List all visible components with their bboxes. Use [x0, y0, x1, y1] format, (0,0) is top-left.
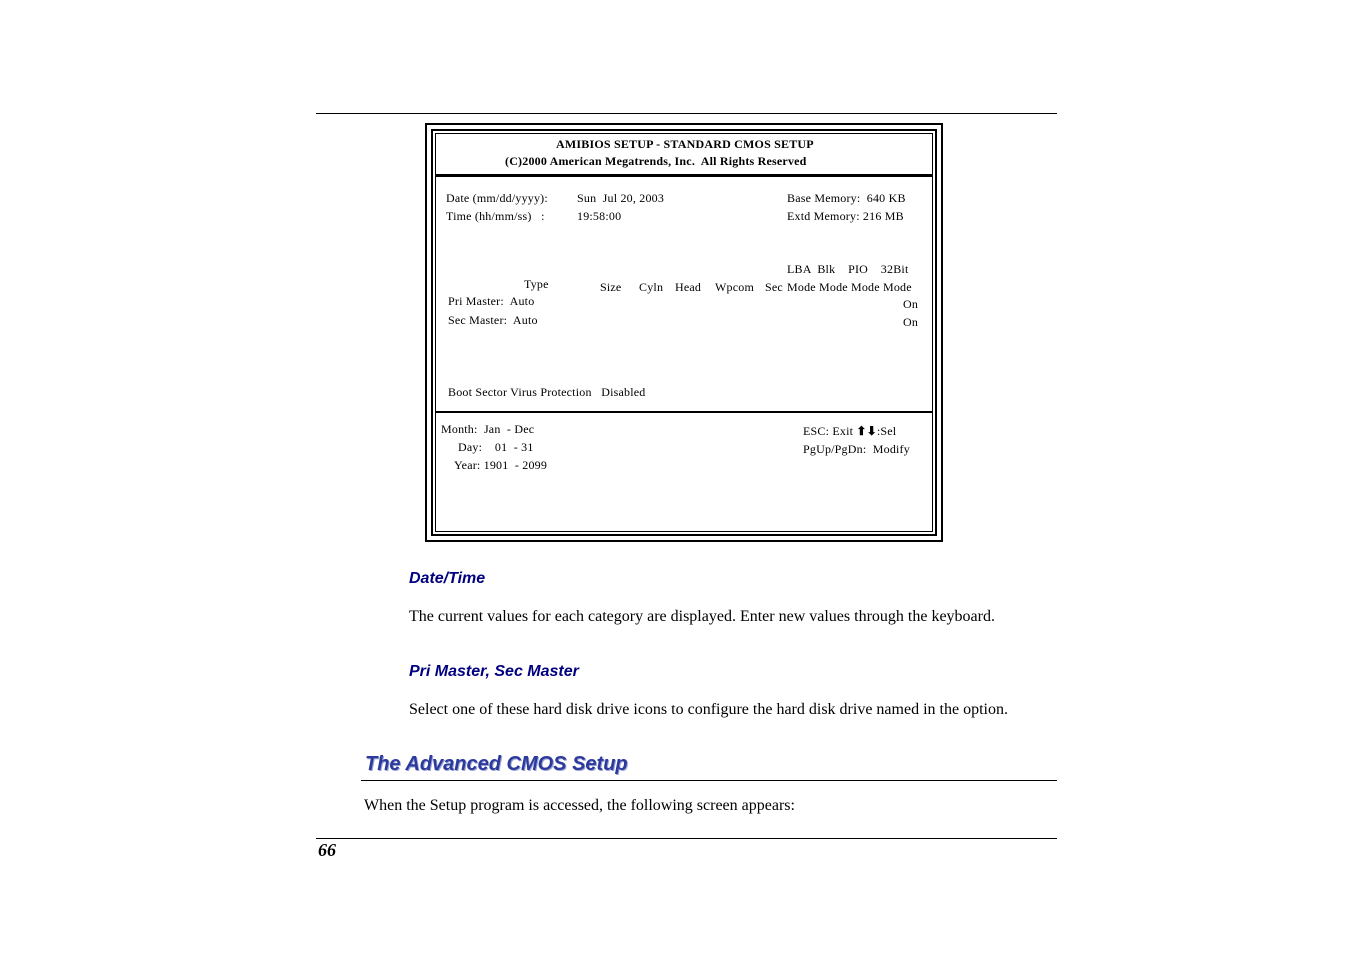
section-title-rule: [361, 780, 1057, 781]
day-range: Day: 01 - 31: [458, 440, 534, 454]
boot-virus-protection[interactable]: Boot Sector Virus Protection Disabled: [448, 385, 646, 399]
pgup-help: PgUp/PgDn: Modify: [803, 442, 910, 456]
header-wpcom: Wpcom: [715, 280, 754, 294]
section-title-advanced-cmos: The Advanced CMOS Setup: [365, 753, 628, 775]
bios-title: AMIBIOS SETUP - STANDARD CMOS SETUP: [556, 137, 814, 151]
date-value[interactable]: Sun Jul 20, 2003: [577, 191, 665, 205]
arrow-keys-icon: ⬆⬇: [856, 424, 877, 438]
sec-master-32bit: On: [903, 315, 919, 329]
header-head: Head: [675, 280, 702, 294]
header-lba-row1: LBA Blk PIO 32Bit: [787, 262, 909, 276]
sec-master-row[interactable]: Sec Master: Auto: [448, 313, 538, 327]
bios-help-separator: [436, 411, 932, 413]
header-cyln: Cyln: [639, 280, 664, 294]
heading-pri-sec-master: Pri Master, Sec Master: [409, 663, 579, 680]
date-label: Date (mm/dd/yyyy):: [446, 191, 548, 205]
header-rule: [316, 113, 1057, 114]
time-label: Time (hh/mm/ss) :: [446, 209, 545, 223]
sel-text: :Sel: [876, 424, 897, 438]
bios-screen-figure: [425, 123, 943, 542]
esc-help: [803, 424, 896, 438]
paragraph-advanced-cmos: When the Setup program is accessed, the following screen appears:: [364, 797, 795, 814]
esc-exit-text: ESC: Exit: [803, 424, 854, 438]
paragraph-pri-sec-master: Select one of these hard disk drive icons to configure the hard disk drive named in the option.: [409, 701, 1008, 718]
time-value[interactable]: 19:58:00: [577, 209, 622, 223]
header-sec: Sec: [765, 280, 783, 294]
year-range: Year: 1901 - 2099: [454, 458, 548, 472]
page-number: 66: [318, 840, 336, 860]
footer-rule: [316, 838, 1057, 839]
header-type: Type: [524, 277, 549, 291]
extd-memory: Extd Memory: 216 MB: [787, 209, 904, 223]
paragraph-date-time: The current values for each category are displayed. Enter new values through the keyboard.: [409, 608, 995, 625]
base-memory: Base Memory: 640 KB: [787, 191, 906, 205]
header-lba-row2: Mode Mode Mode Mode: [787, 280, 912, 294]
pri-master-32bit: On: [903, 297, 919, 311]
heading-date-time: Date/Time: [409, 570, 486, 587]
header-size: Size: [600, 280, 622, 294]
month-range: Month: Jan - Dec: [441, 422, 535, 436]
pri-master-row[interactable]: Pri Master: Auto: [448, 294, 535, 308]
bios-copyright: (C)2000 American Megatrends, Inc. All Rights Reserved: [505, 154, 807, 168]
bios-title-separator: [436, 174, 932, 177]
